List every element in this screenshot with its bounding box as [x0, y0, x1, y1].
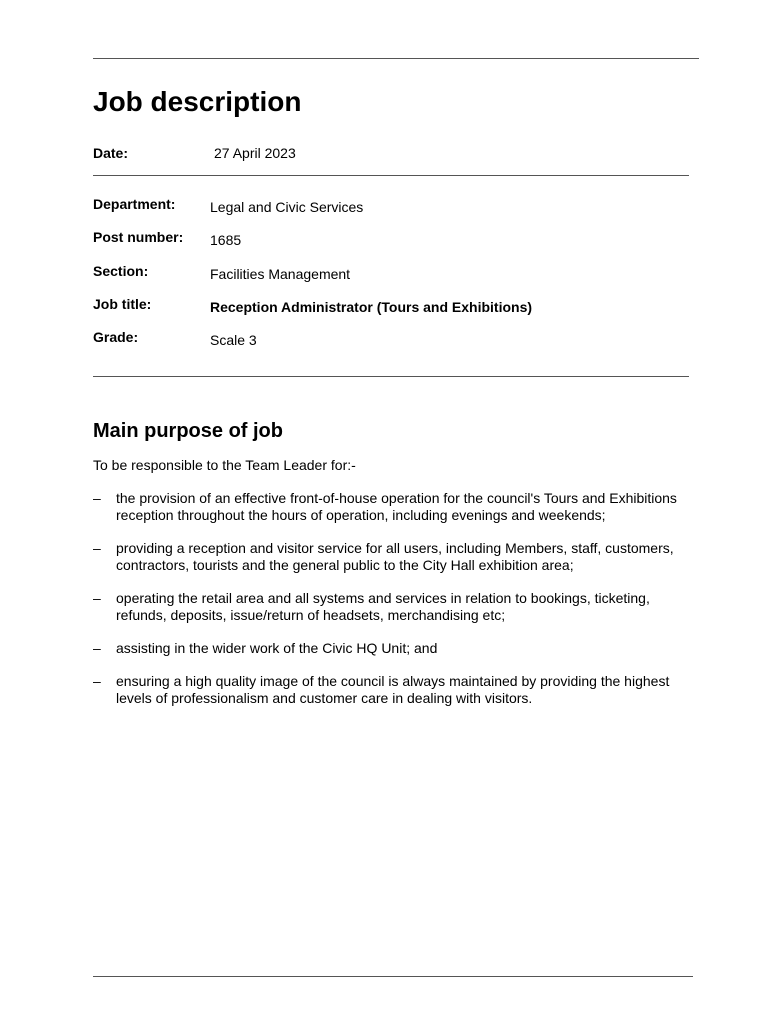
list-item [93, 540, 693, 574]
job-title-value: Reception Administrator (Tours and Exhibitions) [210, 299, 533, 315]
date-label: Date: [93, 145, 129, 161]
main-purpose-intro: To be responsible to the Team Leader for:- [93, 457, 356, 473]
field-row-grade [93, 328, 693, 350]
date-value: 27 April 2023 [214, 145, 296, 161]
list-item-text: the provision of an effective front-of-house operation for the council's Tours and Exhibitions reception throughout the hours of operation, including evenings and weekends; [116, 490, 677, 523]
bottom-divider [93, 976, 693, 977]
duty-list [93, 490, 693, 723]
main-purpose-heading: Main purpose of job [93, 420, 283, 442]
list-item [93, 590, 693, 624]
dash-bullet-icon: – [93, 673, 101, 689]
list-item-text: assisting in the wider work of the Civic HQ Unit; and [116, 640, 438, 656]
list-item-text: providing a reception and visitor service for all users, including Members, staff, customers, contractors, tourists and the general public to the City Hall exhibition area; [116, 540, 674, 573]
dash-bullet-icon: – [93, 490, 101, 506]
date-divider [93, 175, 689, 176]
top-divider [93, 58, 699, 59]
dash-bullet-icon: – [93, 640, 101, 656]
fields-divider [93, 376, 689, 377]
section-value: Facilities Management [210, 266, 351, 282]
post-number-label: Post number: [93, 229, 184, 245]
department-value: Legal and Civic Services [210, 199, 364, 215]
dash-bullet-icon: – [93, 540, 101, 556]
job-title-label: Job title: [93, 296, 152, 312]
field-row-department [93, 195, 693, 217]
section-label: Section: [93, 263, 149, 279]
field-row-job-title [93, 295, 693, 317]
page-title: Job description [93, 86, 302, 117]
post-number-value: 1685 [210, 232, 242, 248]
list-item-text: operating the retail area and all systems and services in relation to bookings, ticketing, refunds, deposits, issue/return of headsets, merchandising etc; [116, 590, 650, 623]
field-row-section [93, 262, 693, 284]
list-item [93, 640, 693, 657]
grade-value: Scale 3 [210, 332, 257, 348]
field-row-post-number [93, 228, 693, 250]
grade-label: Grade: [93, 329, 139, 345]
list-item [93, 490, 693, 524]
list-item [93, 673, 693, 707]
dash-bullet-icon: – [93, 590, 101, 606]
department-label: Department: [93, 196, 176, 212]
list-item-text: ensuring a high quality image of the council is always maintained by providing the highest levels of professionalism and customer care in dealing with visitors. [116, 673, 670, 706]
